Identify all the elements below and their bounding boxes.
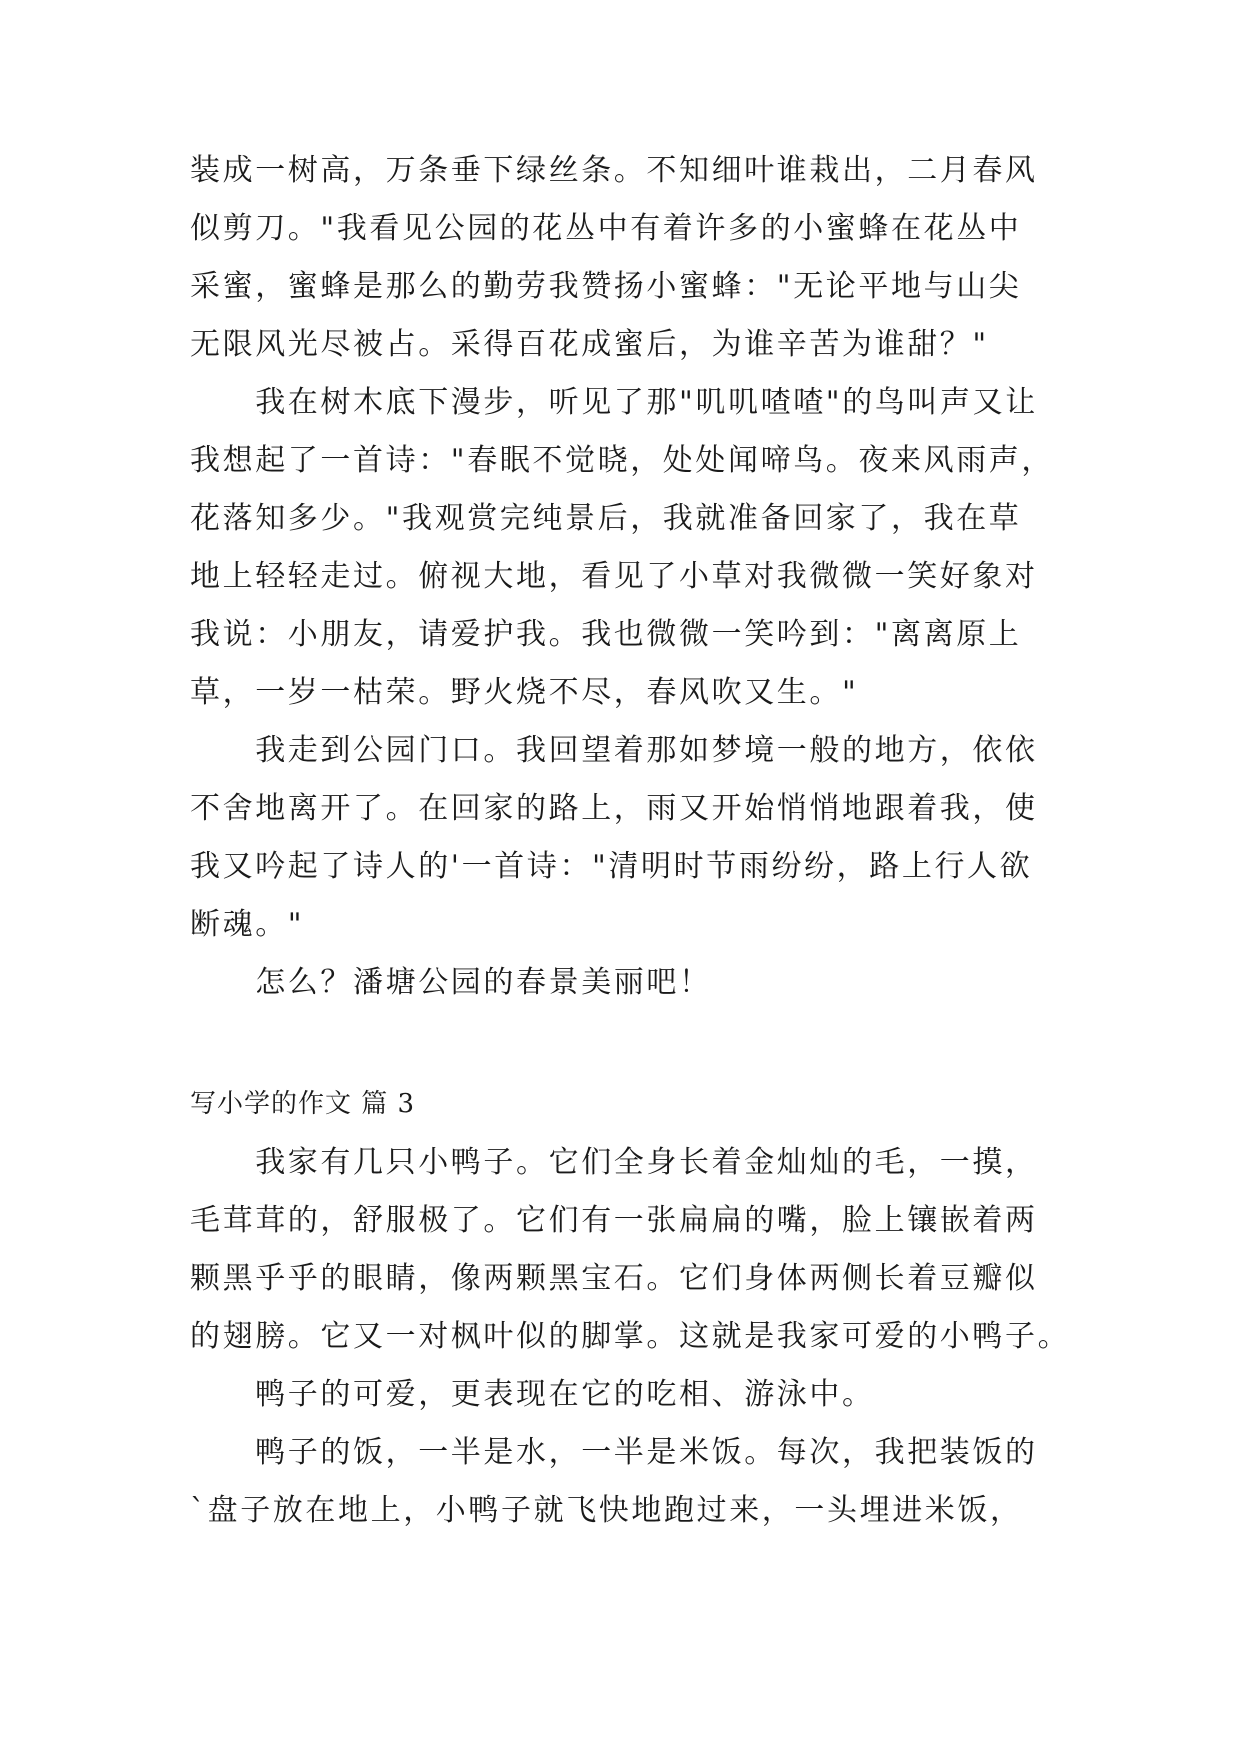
text-line: 无限风光尽被占。采得百花成蜜后，为谁辛苦为谁甜？" bbox=[190, 327, 989, 362]
text-line: `盘子放在地上，小鸭子就飞快地跑过来，一头埋进米饭， bbox=[190, 1493, 1023, 1528]
text-line: 我在树木底下漫步，听见了那"叽叽喳喳"的鸟叫声又让 bbox=[190, 385, 1038, 420]
text-line: 鸭子的可爱，更表现在它的吃相、游泳中。 bbox=[190, 1377, 875, 1412]
text-line: 颗黑乎乎的眼睛，像两颗黑宝石。它们身体两侧长着豆瓣似 bbox=[190, 1261, 1038, 1296]
text-line: 花落知多少。"我观赏完纯景后，我就准备回家了，我在草 bbox=[190, 501, 1022, 536]
text-line: 断魂。" bbox=[190, 907, 305, 942]
text-line: 不舍地离开了。在回家的路上，雨又开始悄悄地跟着我，使 bbox=[190, 791, 1038, 826]
text-line: 采蜜，蜜蜂是那么的勤劳我赞扬小蜜蜂："无论平地与山尖 bbox=[190, 269, 1022, 304]
section-heading: 写小学的作文 篇 3 bbox=[190, 1089, 416, 1119]
text-line: 毛茸茸的，舒服极了。它们有一张扁扁的嘴，脸上镶嵌着两 bbox=[190, 1203, 1038, 1238]
text-line: 似剪刀。"我看见公园的花丛中有着许多的小蜜蜂在花丛中 bbox=[190, 211, 1022, 246]
text-line: 的翅膀。它又一对枫叶似的脚掌。这就是我家可爱的小鸭子。 bbox=[190, 1319, 1071, 1354]
text-line: 我家有几只小鸭子。它们全身长着金灿灿的毛，一摸， bbox=[190, 1145, 1038, 1180]
text-line: 我说：小朋友，请爱护我。我也微微一笑吟到："离离原上 bbox=[190, 617, 1022, 652]
text-line: 我想起了一首诗："春眠不觉晓，处处闻啼鸟。夜来风雨声， bbox=[190, 443, 1054, 478]
text-line: 我又吟起了诗人的'一首诗："清明时节雨纷纷，路上行人欲 bbox=[190, 849, 1033, 884]
text-line: 草，一岁一枯荣。野火烧不尽，春风吹又生。" bbox=[190, 675, 859, 710]
text-line: 我走到公园门口。我回望着那如梦境一般的地方，依依 bbox=[190, 733, 1038, 768]
text-line: 地上轻轻走过。俯视大地，看见了小草对我微微一笑好象对 bbox=[190, 559, 1038, 594]
text-line: 怎么？潘塘公园的春景美丽吧！ bbox=[190, 965, 712, 1000]
text-line: 装成一树高，万条垂下绿丝条。不知细叶谁栽出，二月春风 bbox=[190, 153, 1038, 188]
text-line: 鸭子的饭，一半是水，一半是米饭。每次，我把装饭的 bbox=[190, 1435, 1038, 1470]
